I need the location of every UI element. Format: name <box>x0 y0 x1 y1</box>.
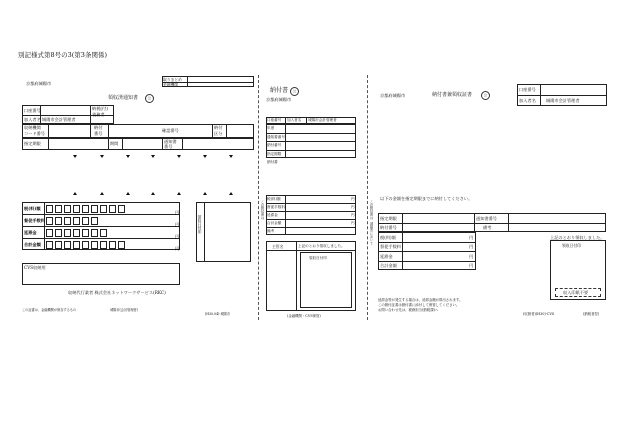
cut-marker-icon <box>151 192 155 195</box>
cert-account-label: 口座番号 <box>519 87 536 92</box>
ocr-label: CVS収納用 <box>24 265 46 270</box>
yen-unit: 円 <box>469 234 474 240</box>
taxpayer-label-1: 納税(付) <box>92 106 108 111</box>
confirm-no-label: 確認番号 <box>162 128 179 133</box>
agency-label-2: コード番号 <box>24 131 45 136</box>
perforation-line <box>367 75 368 320</box>
cut-marker-icon <box>229 192 233 195</box>
payment-kind-label-2: 区分 <box>214 131 223 136</box>
slip-amount-label: 延滞金 <box>267 213 278 217</box>
cert-note: この納付証書は納付書に添付して保管してください。 <box>378 303 460 307</box>
receipt-title: 領収済通知書 <box>108 95 139 101</box>
agency-label-1: 収納機関 <box>24 125 41 130</box>
revenue-stamp-label: 収入印紙不要 <box>563 290 589 295</box>
slip-manager-label: 主管名 <box>272 244 284 249</box>
yen-unit: 円 <box>351 205 355 209</box>
cut-marker-icon <box>177 192 181 195</box>
payment-kind-label-1: 納付 <box>214 125 223 130</box>
slip-amount-label: 税(料)額 <box>267 197 281 201</box>
cert-payment-no-label: 納付番号 <box>380 225 397 230</box>
subscriber-value: 城陽市会計管理者 <box>42 117 76 122</box>
amount-row-label: 合計金額 <box>24 242 41 247</box>
slip-issuer: 京都府城陽市 <box>266 97 292 102</box>
footer-right: (H30.04)-城陽市 <box>205 312 231 316</box>
cut-marker-icon <box>126 192 130 195</box>
cut-marker-icon <box>100 192 104 195</box>
perforation-line <box>258 75 259 320</box>
cut-marker-icon <box>203 155 207 158</box>
cert-remarks-label: 備考 <box>483 225 492 230</box>
slip-footer: (金融機関・CVS保管) <box>287 314 321 318</box>
cut-marker-icon <box>151 155 155 158</box>
yen-unit: 円 <box>175 246 180 251</box>
slip-amount-label: 督促手数料 <box>267 205 285 209</box>
slip-subscriber-label: 加入者名 <box>287 118 302 122</box>
yen-unit: 円 <box>351 213 355 217</box>
cert-subscriber-label: 加入者名 <box>519 98 536 103</box>
cert-note: 延滞金等が発生する場合は、延滞金額が算出されます。 <box>378 298 463 302</box>
issuer-label: 京都府城陽市 <box>26 81 52 86</box>
cut-marker-icon <box>203 192 207 195</box>
cert-footer-right: (納税者控) <box>583 312 600 316</box>
cert-amount-label: 税(料)額 <box>380 234 396 240</box>
period-label: 期間 <box>110 141 119 146</box>
yen-unit: 円 <box>469 253 474 259</box>
bank-label-1: 取りまとめ <box>163 76 182 82</box>
stamp-vertical-label: 領収日付印 <box>198 215 203 234</box>
cert-notice-no-label: 通知書番号 <box>476 215 497 221</box>
slip-amount-label: 合計金額 <box>267 221 282 225</box>
taxpayer-label-2: 義務者 <box>92 112 105 117</box>
cert-subscriber-value: 城陽市会計管理者 <box>546 98 580 103</box>
slip-title: 納付書 <box>270 87 289 94</box>
cert-amount-label: 合計金額 <box>380 263 397 268</box>
slip-deadline-label: 指定期限 <box>267 151 282 156</box>
cut-marker-icon <box>126 155 130 158</box>
slip-account-label: 口座番号 <box>267 118 282 122</box>
slip-stamp-label: 領収日付印 <box>309 256 327 260</box>
footer-left: この証書は、金融機関が保存するもの <box>22 308 77 312</box>
cert-title: 納付書兼領収証書 <box>432 92 473 98</box>
agent-label: 収納代行業者 株式会社ネットワークサービス(RKC) <box>68 290 166 295</box>
notice-no-label-1: 通知書 <box>164 138 177 144</box>
deadline-row <box>22 138 254 150</box>
ocr-box <box>22 263 180 285</box>
cert-amount-label: 督促手数料 <box>380 244 401 249</box>
cut-marker-icon <box>73 155 77 158</box>
slip-payment-no-label: 納付番号 <box>267 143 282 147</box>
slip-year-label: 年度 <box>267 126 275 130</box>
cert-deadline-label: 指定期限 <box>380 215 397 221</box>
slip-notice-no-label: 通知書番号 <box>267 134 285 139</box>
payment-no-label-2: 番号 <box>94 131 103 136</box>
cert-note: お問い合わせ先は、税務担当(納税課)へ <box>378 308 439 312</box>
slip-amount-label: 備考 <box>267 229 275 233</box>
cut-marker-icon <box>177 155 181 158</box>
cert-footer-mid: (収納者)(H30)-CVS <box>523 312 555 316</box>
yen-unit: 円 <box>175 222 180 227</box>
official-seal-icon: 公 <box>145 94 154 103</box>
form-title-header: 別記様式第8号の3(第3条関係) <box>18 51 107 59</box>
cut-marker-icon <box>100 155 104 158</box>
yen-unit: 円 <box>175 234 180 239</box>
yen-unit: 円 <box>175 210 180 215</box>
subscriber-label: 加入者名 <box>24 117 41 122</box>
official-seal-icon: 公 <box>481 91 490 100</box>
notice-no-label-2: 番号 <box>164 144 173 149</box>
payment-no-label-1: 納付 <box>94 125 103 130</box>
cert-stamp-label: 領収日付印 <box>562 243 581 248</box>
cert-instruction: 以下の金額を指定期限までに納付してください。 <box>380 196 473 201</box>
amount-row-label: 督促手数料 <box>24 218 45 223</box>
footer-mid: 城陽市(会計管理者) <box>110 308 138 312</box>
cert-issuer: 京都府城陽市 <box>380 93 406 98</box>
yen-unit: 円 <box>469 263 474 268</box>
amount-row-label: 税(料)額 <box>24 206 41 211</box>
slip-vertical-note: この納付書は、 <box>260 200 264 223</box>
cut-marker-icon <box>73 192 77 195</box>
cert-amount-label: 延滞金 <box>380 253 393 259</box>
yen-unit: 円 <box>351 221 355 225</box>
cert-vertical-note: この納付書は、城陽市において <box>369 200 373 245</box>
deadline-label: 指定期限 <box>24 141 41 146</box>
slip-payer-label: 納付書 <box>267 160 278 164</box>
yen-unit: 円 <box>469 244 474 249</box>
amount-row-label: 延滞金 <box>24 230 37 235</box>
yen-unit: 円 <box>351 197 355 201</box>
slip-subscriber-value: 城陽市会計管理者 <box>308 118 337 122</box>
slip-received-text: 上記のとおり領収しました。 <box>298 244 345 248</box>
bank-label-2: 金融機関 <box>163 82 179 87</box>
account-number-label: 口座番号 <box>24 107 41 113</box>
cert-received-text: 上記のとおり領収しました。 <box>550 235 605 240</box>
cut-marker-icon <box>229 155 233 158</box>
official-seal-icon: 公 <box>290 87 299 96</box>
